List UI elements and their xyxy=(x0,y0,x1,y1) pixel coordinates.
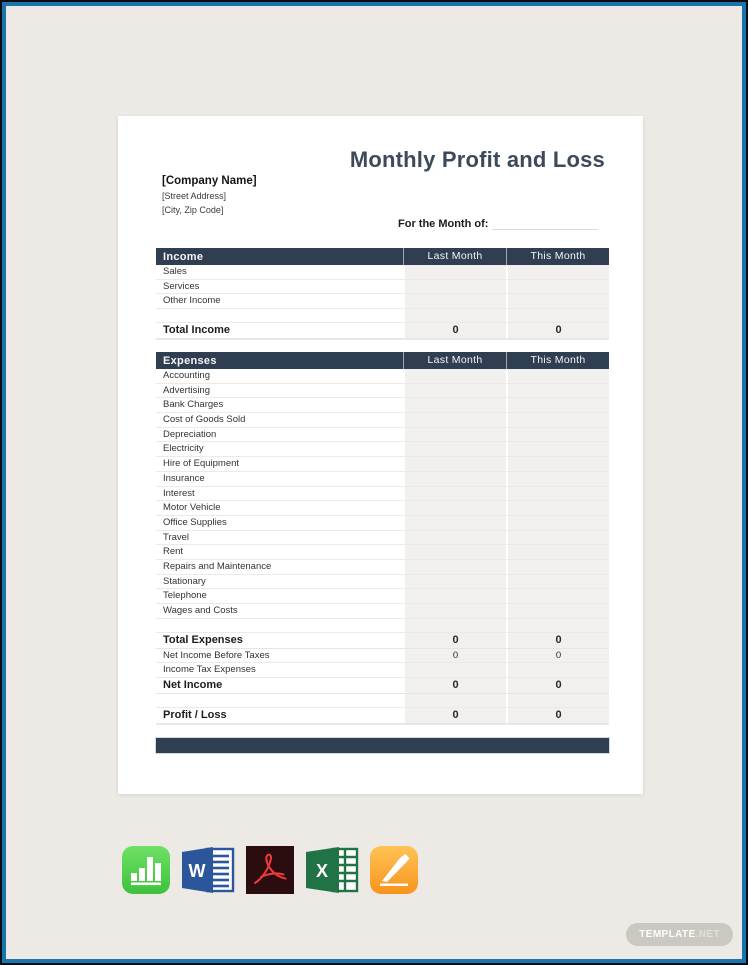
cell-this-month: 0 xyxy=(506,649,609,663)
expenses-header-label: Expenses xyxy=(163,354,217,367)
cell-this-month xyxy=(506,265,609,279)
cell-last-month: 0 xyxy=(403,633,506,648)
cell-last-month: 0 xyxy=(403,708,506,723)
expenses-table xyxy=(156,352,609,725)
cell-last-month xyxy=(403,619,506,632)
cell-last-month xyxy=(403,294,506,308)
cell-last-month xyxy=(403,575,506,589)
row-label xyxy=(156,619,403,632)
street-address-placeholder: [Street Address] xyxy=(162,191,227,201)
row-label: Motor Vehicle xyxy=(156,501,403,515)
cell-last-month xyxy=(403,604,506,618)
word-icon[interactable] xyxy=(180,846,236,894)
cell-last-month xyxy=(403,560,506,574)
row-label: Accounting xyxy=(156,369,403,383)
table-row xyxy=(156,384,609,399)
numbers-icon[interactable] xyxy=(122,846,170,894)
cell-last-month xyxy=(403,369,506,383)
table-row xyxy=(156,694,609,708)
row-label: Office Supplies xyxy=(156,516,403,530)
income-header-label: Income xyxy=(163,250,204,263)
table-row xyxy=(156,309,609,323)
row-label: Telephone xyxy=(156,589,403,603)
cell-this-month: 0 xyxy=(506,633,609,648)
table-row xyxy=(156,487,609,502)
row-label xyxy=(156,309,403,322)
cell-this-month xyxy=(506,560,609,574)
cell-this-month xyxy=(506,369,609,383)
pages-icon[interactable] xyxy=(370,846,418,894)
cell-last-month xyxy=(403,442,506,456)
cell-this-month xyxy=(506,589,609,603)
row-label: Profit / Loss xyxy=(156,708,403,723)
cell-this-month xyxy=(506,280,609,294)
svg-text:X: X xyxy=(315,861,329,881)
table-row xyxy=(156,545,609,560)
last-month-column-header: Last Month xyxy=(403,248,506,265)
month-of-blank-line xyxy=(492,217,598,230)
cell-last-month xyxy=(403,413,506,427)
row-label: Income Tax Expenses xyxy=(156,663,403,677)
table-row xyxy=(156,633,609,649)
row-label: Depreciation xyxy=(156,428,403,442)
blue-border-frame xyxy=(2,2,746,963)
table-row xyxy=(156,369,609,384)
row-label: Rent xyxy=(156,545,403,559)
cell-last-month: 0 xyxy=(403,323,506,338)
row-label: Wages and Costs xyxy=(156,604,403,618)
table-row xyxy=(156,575,609,590)
row-label: Total Income xyxy=(156,323,403,338)
table-row xyxy=(156,323,609,339)
cell-this-month xyxy=(506,694,609,707)
cell-this-month xyxy=(506,516,609,530)
cell-last-month xyxy=(403,487,506,501)
cell-last-month xyxy=(403,384,506,398)
expenses-table-header xyxy=(156,352,609,369)
cell-last-month xyxy=(403,663,506,677)
cell-last-month: 0 xyxy=(403,649,506,663)
pdf-icon[interactable] xyxy=(246,846,294,894)
row-label: Total Expenses xyxy=(156,633,403,648)
format-icons-row xyxy=(122,845,418,894)
table-row xyxy=(156,663,609,678)
cell-last-month xyxy=(403,501,506,515)
cell-last-month xyxy=(403,472,506,486)
row-label: Stationary xyxy=(156,575,403,589)
company-name-placeholder: [Company Name] xyxy=(162,175,257,187)
table-row xyxy=(156,428,609,443)
cell-last-month xyxy=(403,516,506,530)
watermark-bold-text: TEMPLATE xyxy=(639,929,696,940)
cell-last-month xyxy=(403,428,506,442)
month-of-row xyxy=(398,217,598,230)
cell-this-month xyxy=(506,604,609,618)
cell-this-month xyxy=(506,472,609,486)
cell-this-month: 0 xyxy=(506,708,609,723)
this-month-column-header: This Month xyxy=(506,248,609,265)
cell-this-month xyxy=(506,487,609,501)
cell-last-month xyxy=(403,589,506,603)
table-row xyxy=(156,531,609,546)
cell-last-month xyxy=(403,280,506,294)
cell-this-month xyxy=(506,413,609,427)
table-row xyxy=(156,560,609,575)
cell-this-month: 0 xyxy=(506,678,609,693)
cell-this-month xyxy=(506,294,609,308)
row-label: Interest xyxy=(156,487,403,501)
cell-this-month xyxy=(506,398,609,412)
row-label: Advertising xyxy=(156,384,403,398)
cell-this-month xyxy=(506,384,609,398)
cell-this-month xyxy=(506,442,609,456)
table-row xyxy=(156,649,609,664)
table-row xyxy=(156,708,609,724)
watermark-light-text: .NET xyxy=(695,929,720,940)
row-label: Insurance xyxy=(156,472,403,486)
cell-this-month: 0 xyxy=(506,323,609,338)
table-row xyxy=(156,472,609,487)
cell-this-month xyxy=(506,575,609,589)
income-table xyxy=(156,248,609,340)
table-row xyxy=(156,589,609,604)
row-label: Net Income Before Taxes xyxy=(156,649,403,663)
document-title: Monthly Profit and Loss xyxy=(349,147,605,172)
table-row xyxy=(156,413,609,428)
cell-last-month xyxy=(403,457,506,471)
row-label: Cost of Goods Sold xyxy=(156,413,403,427)
table-row xyxy=(156,280,609,295)
document-footer-bar xyxy=(156,738,609,753)
table-row xyxy=(156,457,609,472)
table-row xyxy=(156,265,609,280)
cell-last-month xyxy=(403,531,506,545)
cell-this-month xyxy=(506,309,609,322)
svg-text:W: W xyxy=(188,861,206,881)
row-label xyxy=(156,694,403,707)
row-label: Hire of Equipment xyxy=(156,457,403,471)
table-row xyxy=(156,501,609,516)
cell-last-month xyxy=(403,309,506,322)
cell-this-month xyxy=(506,545,609,559)
row-label: Electricity xyxy=(156,442,403,456)
table-row xyxy=(156,294,609,309)
cell-last-month xyxy=(403,398,506,412)
city-zip-placeholder: [City, Zip Code] xyxy=(162,205,224,215)
cell-this-month xyxy=(506,619,609,632)
cell-last-month: 0 xyxy=(403,678,506,693)
table-row xyxy=(156,604,609,619)
row-label: Bank Charges xyxy=(156,398,403,412)
row-label: Travel xyxy=(156,531,403,545)
table-row xyxy=(156,398,609,413)
this-month-column-header: This Month xyxy=(506,352,609,369)
cell-this-month xyxy=(506,531,609,545)
cell-last-month xyxy=(403,265,506,279)
document-page xyxy=(118,116,643,794)
row-label: Other Income xyxy=(156,294,403,308)
row-label: Net Income xyxy=(156,678,403,693)
table-row xyxy=(156,678,609,694)
table-row xyxy=(156,516,609,531)
income-table-header xyxy=(156,248,609,265)
row-label: Sales xyxy=(156,265,403,279)
row-label: Services xyxy=(156,280,403,294)
last-month-column-header: Last Month xyxy=(403,352,506,369)
template-net-watermark xyxy=(626,923,733,946)
cell-last-month xyxy=(403,694,506,707)
table-row xyxy=(156,619,609,633)
cell-this-month xyxy=(506,457,609,471)
cell-last-month xyxy=(403,545,506,559)
cell-this-month xyxy=(506,663,609,677)
cell-this-month xyxy=(506,501,609,515)
table-row xyxy=(156,442,609,457)
excel-icon[interactable] xyxy=(304,846,360,894)
month-of-label: For the Month of: xyxy=(398,218,489,230)
row-label: Repairs and Maintenance xyxy=(156,560,403,574)
cell-this-month xyxy=(506,428,609,442)
company-block xyxy=(162,174,257,217)
